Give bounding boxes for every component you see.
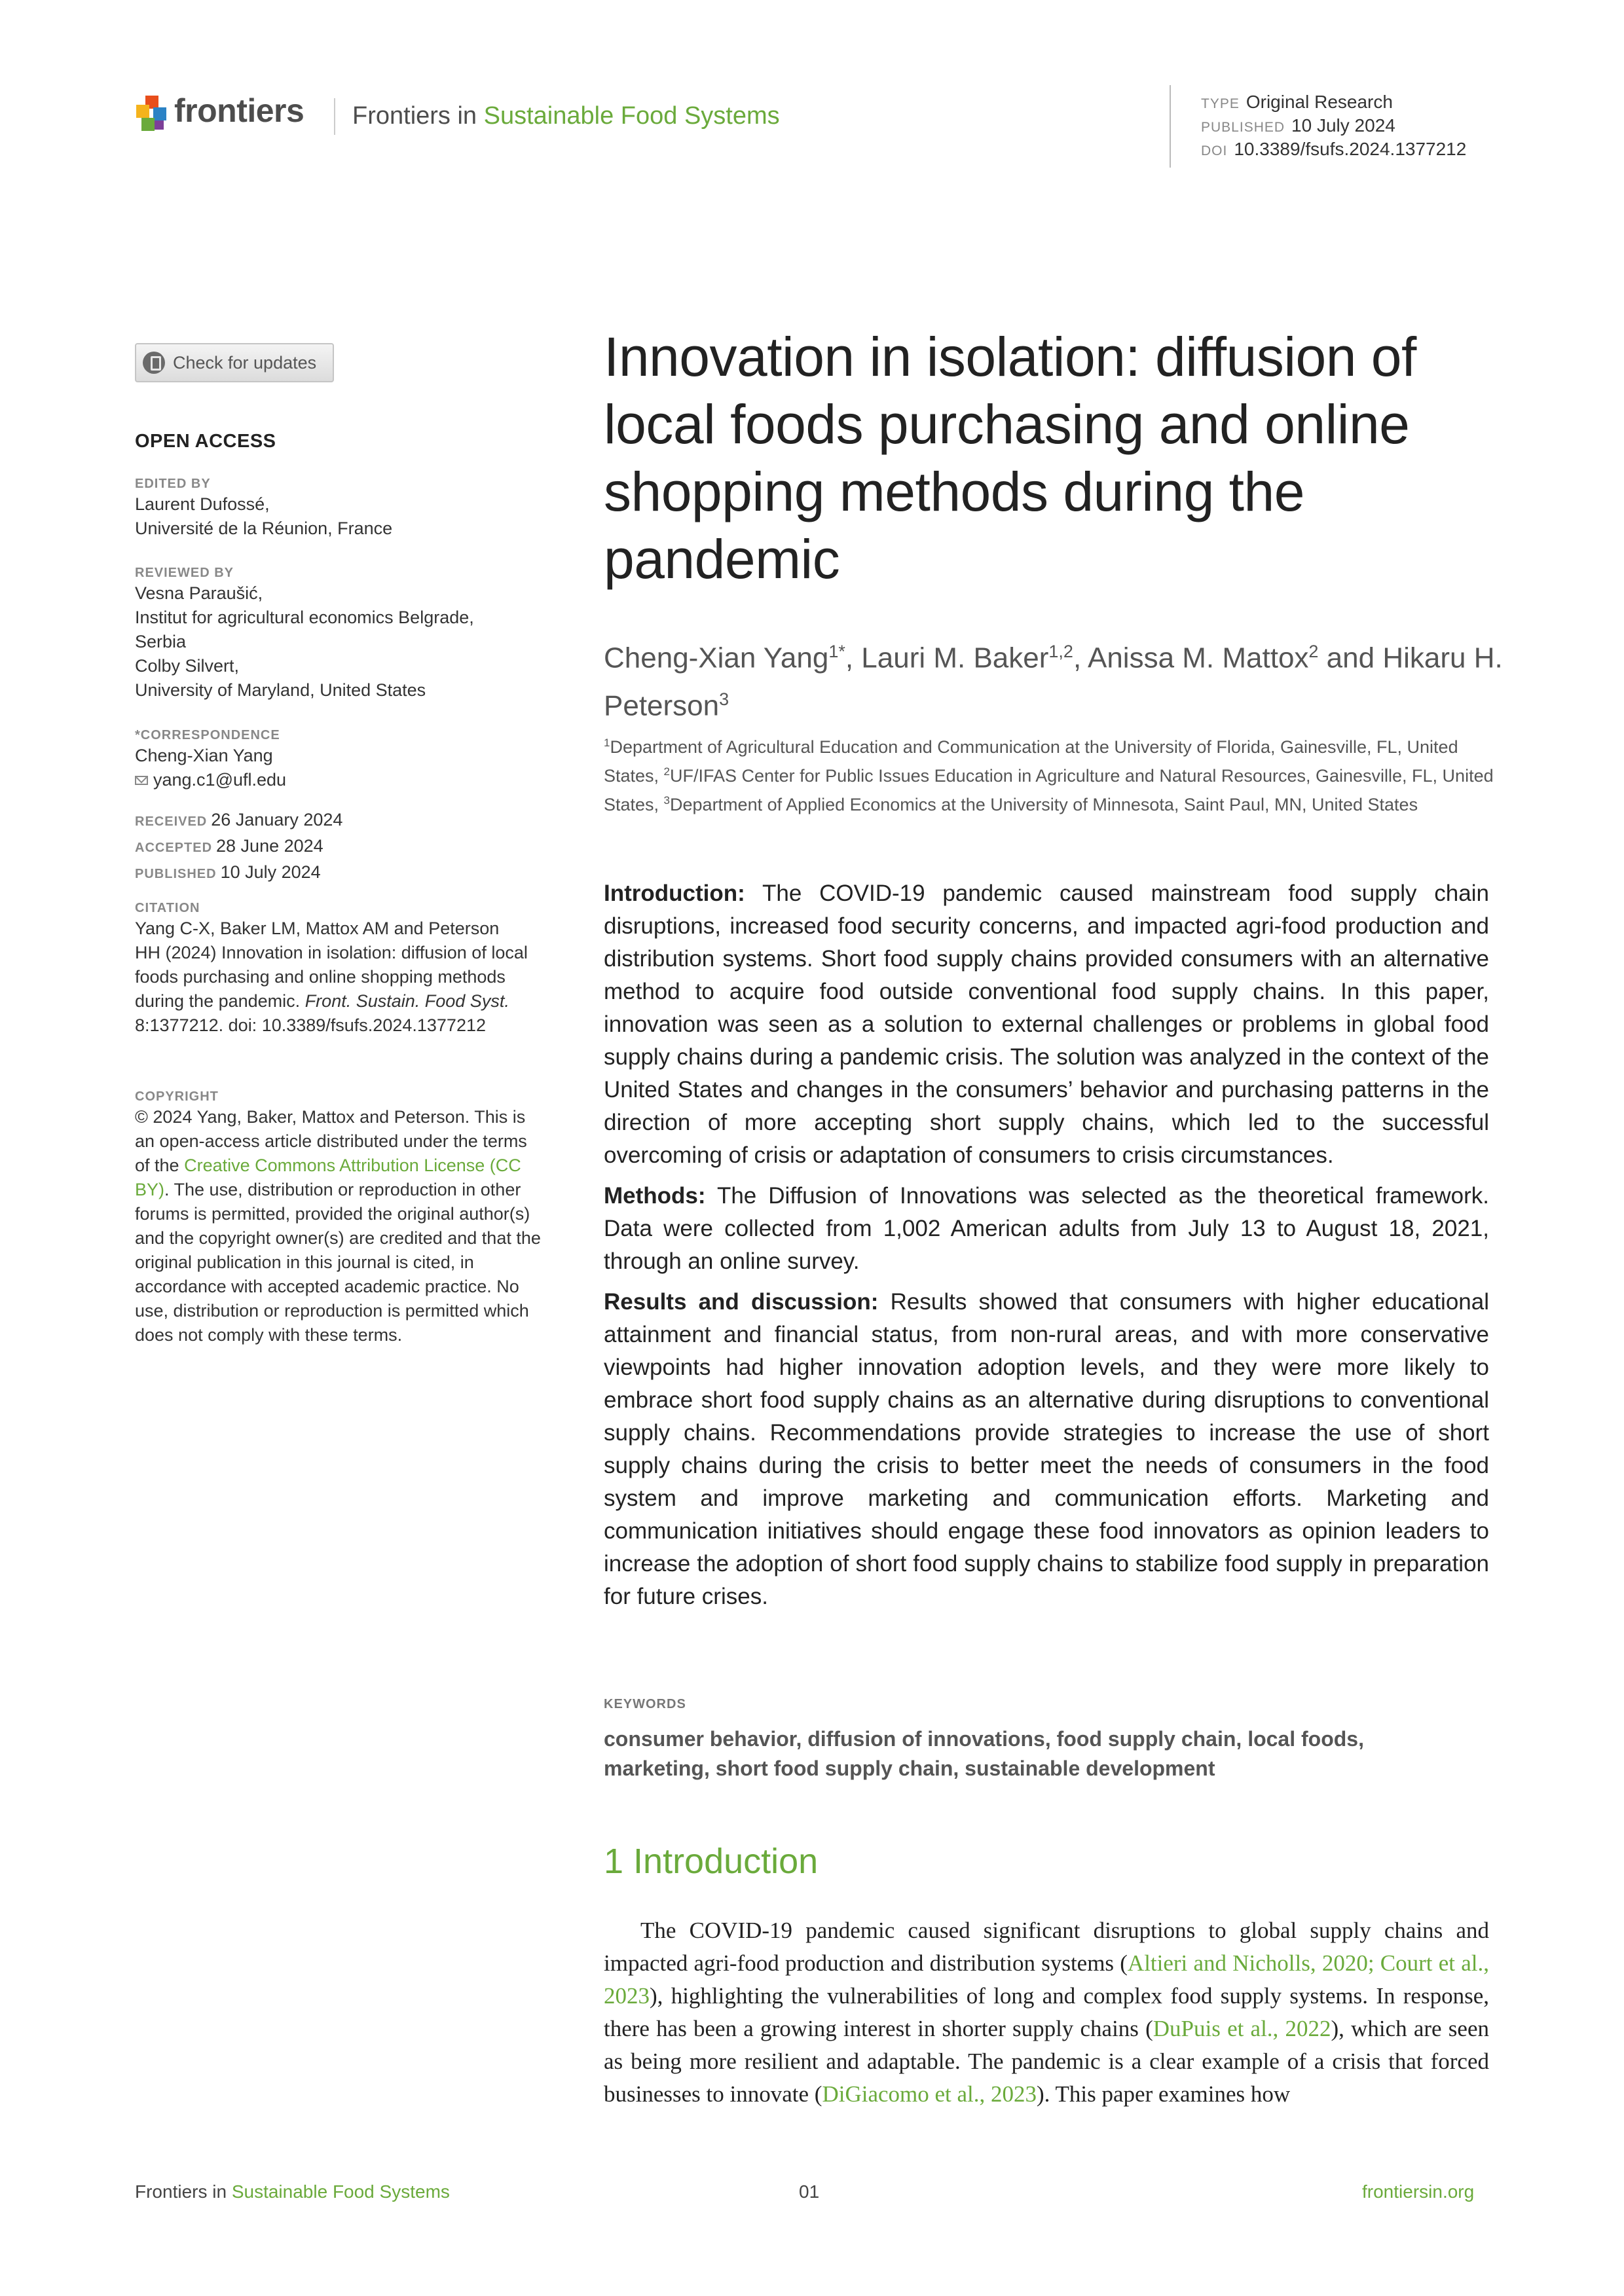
- doi[interactable]: DOI 10.3389/fsufs.2024.1377212: [1201, 139, 1467, 159]
- affiliations: $^1$Department of Agricultural Education and Communication at the University of Florida, Gainesville, FL, United States, $^2$UF/IFAS Center for Public Issues Education in Agriculture and Natural Resources, Gainesville, FL, United States, $^3$Department of Applied Economics at the University of Minnesota, Saint Paul, MN, United States: [604, 737, 1494, 814]
- abstract-introduction: Introduction: The COVID-19 pandemic caused mainstream food supply chain disruptions, increased food security concerns, and impacted agri-food production and distribution systems. Short food supply chains provided consumers with an alternative method to acquire food outside conventional food supply chains. In this paper, innovation was seen as a solution to external challenges or problems in global food supply chains during a pandemic crisis. The solution was analyzed in the context of the United States and changes in the consumers’ behavior and purchasing patterns in the direction of more accepting short supply chains, which led to the successful overcoming of crisis or adaptation of consumers to crisis circumstances.: [604, 881, 1489, 1168]
- journal-title[interactable]: Frontiers in Sustainable Food Systems: [352, 102, 780, 130]
- section-heading: 1 Introduction: [604, 1842, 819, 1881]
- keywords-label: KEYWORDS: [604, 1697, 686, 1711]
- page-number: 01: [799, 2181, 820, 2202]
- cc-by-license-link[interactable]: Creative Commons Attribution License (CC BY): [135, 1156, 521, 1199]
- author-name[interactable]: Cheng-Xian Yang: [604, 642, 829, 674]
- dates: RECEIVED 26 January 2024 ACCEPTED 28 June 2024 PUBLISHED 10 July 2024: [135, 810, 343, 882]
- frontiers-logo-text[interactable]: frontiers: [174, 92, 304, 129]
- published-date: PUBLISHED 10 July 2024: [1201, 115, 1395, 136]
- author-name[interactable]: Anissa M. Mattox: [1087, 642, 1309, 674]
- edited-by: EDITED BY Laurent Dufossé, Université de la Réunion, France: [135, 477, 393, 538]
- reviewed-by: REVIEWED BY Vesna Paraušić, Institut for agricultural economics Belgrade, Serbia Colby Silvert, University of Maryland, United States: [135, 566, 474, 700]
- author-name[interactable]: Lauri M. Baker: [861, 642, 1049, 674]
- footer-journal[interactable]: Frontiers in Sustainable Food Systems: [135, 2181, 450, 2202]
- email-link[interactable]: yang.c1@ufl.edu: [135, 768, 541, 792]
- article-type: TYPE Original Research: [1201, 92, 1393, 112]
- footer-site-link[interactable]: frontiersin.org: [1362, 2181, 1475, 2202]
- citation-link[interactable]: Altieri and Nicholls, 2020; Court et al., 2023: [604, 1950, 1489, 2009]
- open-access-label: OPEN ACCESS: [135, 431, 276, 452]
- meta-divider: [1170, 85, 1171, 168]
- author-name[interactable]: Hikaru H. Peterson: [604, 642, 1503, 722]
- abstract-methods: Methods: The Diffusion of Innovations was selected as the theoretical framework. Data were collected from 1,002 American adults from July 13 to August 18, 2021, through an online survey.: [604, 1183, 1489, 1274]
- abstract: [604, 877, 1489, 1621]
- frontiers-logo-icon: [135, 96, 169, 134]
- author-list: Cheng-Xian Yang$^{1*}$, Lauri M. Baker$^{1,2}$, Anissa M. Mattox$^2$ and Hikaru H. Peterson$^3$: [604, 642, 1503, 722]
- introduction-body: The COVID-19 pandemic caused significant disruptions to global supply chains and impacted agri-food production and distribution systems (Altieri and Nicholls, 2020; Court et al., 2023), highlighting the vulnerabilities of long and complex food supply systems. In response, there has been a growing interest in shorter supply chains (DuPuis et al., 2022), which are seen as being more resilient and adaptable. The pandemic is a clear example of a crisis that forced businesses to innovate (DiGiacomo et al., 2023). This paper examines how: [604, 1918, 1489, 2107]
- abstract-results: Results and discussion: Results showed that consumers with higher educational attainment and financial status, from non-rural areas, and with more conservative viewpoints had higher innovation adoption levels, and they were more likely to embrace short food supply chains as an alternative during disruptions to conventional supply chains. Recommendations provide strategies to increase the use of short supply chains during the crisis to better meet the needs of consumers in the food system and improve marketing and communication efforts. Marketing and communication initiatives should engage these food innovators as opinion leaders to increase the adoption of short food supply chains to stabilize food supply in preparation for future crises.: [604, 1289, 1489, 1609]
- citation-link[interactable]: DiGiacomo et al., 2023: [822, 2081, 1037, 2107]
- check-for-updates-button[interactable]: Check for updates: [135, 343, 334, 382]
- article-title: Innovation in isolation: diffusion of local foods purchasing and online shopping methods during the pandemic: [604, 326, 1416, 590]
- correspondence: *CORRESPONDENCE Cheng-Xian Yang yang.c1@ufl.edu: [135, 727, 541, 792]
- keywords: consumer behavior, diffusion of innovations, food supply chain, local foods, marketing, short food supply chain, sustainable development: [604, 1727, 1364, 1780]
- bookmark-icon: [143, 352, 165, 374]
- citation: CITATION Yang C-X, Baker LM, Mattox AM and Peterson HH (2024) Innovation in isolation: diffusion of local foods purchasing and online shopping methods during the pandemic. Front. Sustain. Food Syst. 8:1377212. doi: 10.3389/fsufs.2024.1377212: [135, 901, 528, 1035]
- copyright: COPYRIGHT © 2024 Yang, Baker, Mattox and Peterson. This is an open-access article distributed under the terms of the Creative Commons Attribution License (CC BY). The use, distribution or reproduction in other forums is permitted, provided the original author(s) and the copyright owner(s) are credited and that the original publication in this journal is cited, in accordance with accepted academic practice. No use, distribution or reproduction is permitted which does not comply with these terms.: [135, 1089, 541, 1345]
- citation-link[interactable]: DuPuis et al., 2022: [1153, 2016, 1331, 2041]
- mail-icon: [135, 776, 148, 785]
- header-divider: [334, 98, 335, 135]
